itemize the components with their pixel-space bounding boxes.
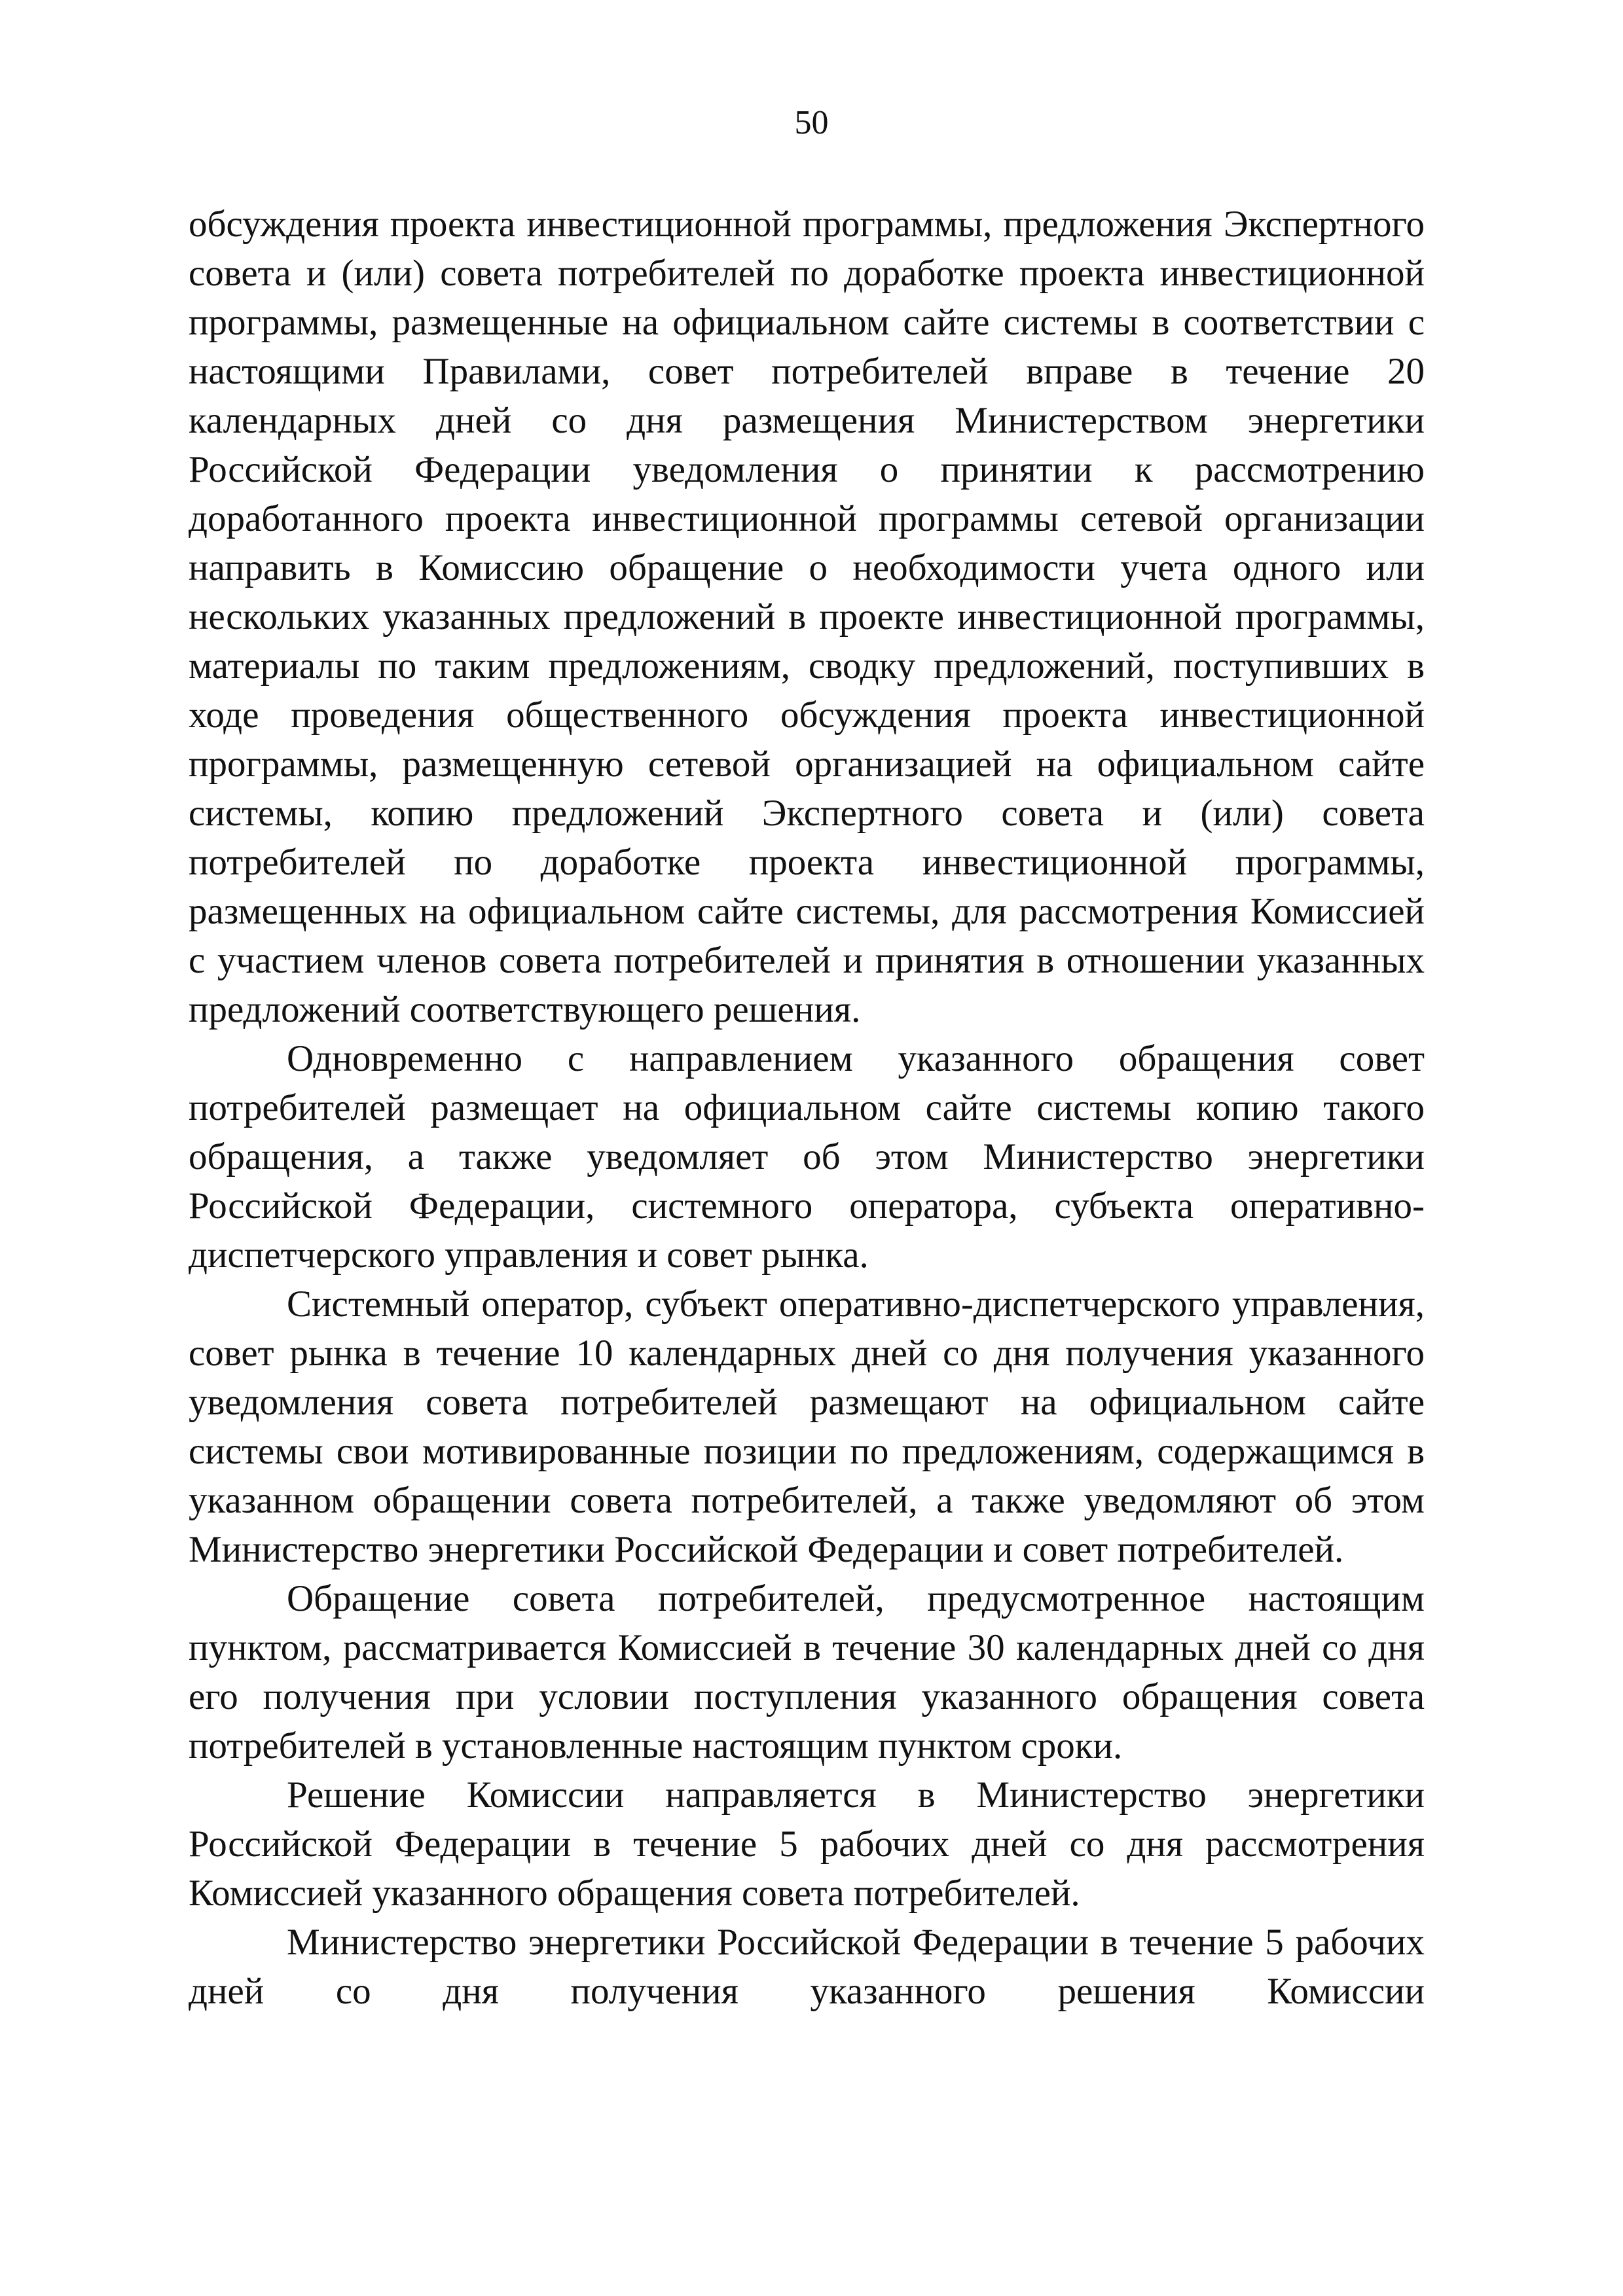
paragraph-simultaneous-notification: Одновременно с направлением указанного обращения совет потребителей размещает на официальном сайте системы копию такого обращения, а также уведомляет об этом Министерство энергетики Российской Федерации, системного оператора, субъекта оперативно-диспетчерского управления и совет рынка. [189,1038,1425,1276]
paragraph-ministry: Министерство энергетики Российской Федерации в течение 5 рабочих дней со дня получения указанного решения Комиссии [189,1922,1425,2012]
paragraph-continuation: обсуждения проекта инвестиционной программы, предложения Экспертного совета и (или) совета потребителей по доработке проекта инвестиционной программы, размещенные на официальном сайте системы в соответствии с настоящими Правилами, совет потребителей вправе в течение 20 календарных дней со дня размещения Министерством энергетики Российской Федерации уведомления о принятии к рассмотрению доработанного проекта инвестиционной программы сетевой организации направить в Комиссию обращение о необходимости учета одного или нескольких указанных предложений в проекте инвестиционной программы, материалы по таким предложениям, сводку предложений, поступивших в ходе проведения общественного обсуждения проекта инвестиционной программы, размещенную сетевой организацией на официальном сайте системы, копию предложений Экспертного совета и (или) совета потребителей по доработке проекта инвестиционной программы, размещенных на официальном сайте системы, для рассмотрения Комиссией с участием членов совета потребителей и принятия в отношении указанных предложений соответствующего решения. [189,204,1425,1030]
document-body [189,200,1425,2016]
page-number: 50 [794,104,829,141]
paragraph-commission-decision: Решение Комиссии направляется в Министерство энергетики Российской Федерации в течение 5 рабочих дней со дня рассмотрения Комиссией указанного обращения совета потребителей. [189,1774,1425,1914]
paragraph-system-operator: Системный оператор, субъект оперативно-диспетчерского управления, совет рынка в течение 10 календарных дней со дня получения указанного уведомления совета потребителей размещают на официальном сайте системы свои мотивированные позиции по предложениям, содержащимся в указанном обращении совета потребителей, а также уведомляют об этом Министерство энергетики Российской Федерации и совет потребителей. [189,1283,1425,1570]
paragraph-council-appeal: Обращение совета потребителей, предусмотренное настоящим пунктом, рассматривается Комиссией в течение 30 календарных дней со дня его получения при условии поступления указанного обращения совета потребителей в установленные настоящим пунктом сроки. [189,1578,1425,1767]
